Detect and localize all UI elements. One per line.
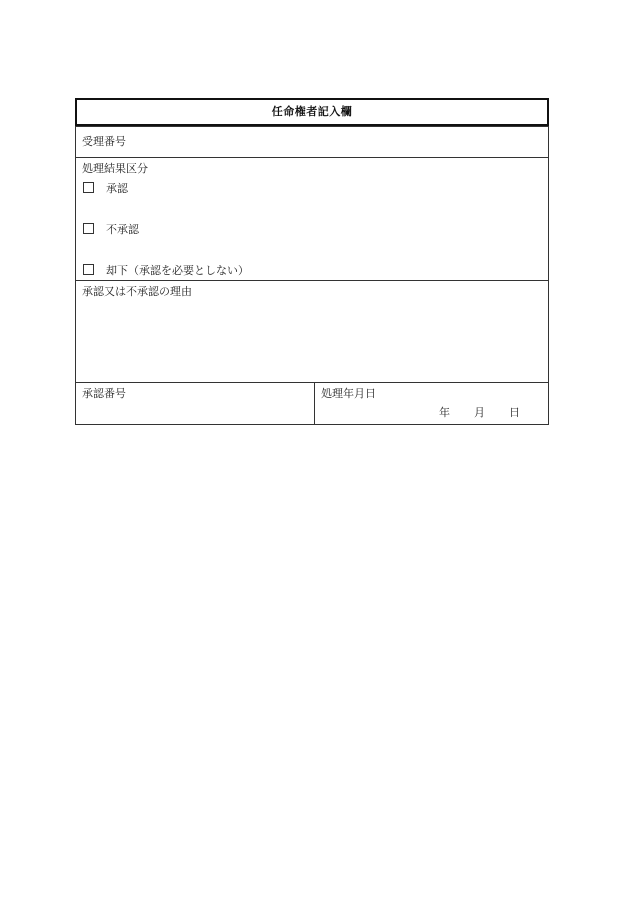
reason-label: 承認又は不承認の理由 (82, 285, 192, 298)
day-unit: 日 (509, 406, 520, 419)
option-not-approved[interactable] (82, 223, 139, 237)
month-unit: 月 (474, 406, 485, 419)
option-approved[interactable] (82, 182, 128, 196)
appointer-entry-form (75, 98, 549, 425)
processing-date-cell[interactable] (315, 383, 548, 424)
date-line (439, 406, 520, 420)
option-not-approved-label: 不承認 (106, 223, 139, 236)
checkbox-icon[interactable] (83, 182, 94, 193)
processing-result-label: 処理結果区分 (82, 162, 148, 175)
bottom-row (76, 382, 548, 424)
option-rejected-label: 却下（承認を必要としない） (106, 264, 249, 277)
processing-result-row (76, 157, 548, 280)
processing-date-label: 処理年月日 (321, 387, 376, 400)
approval-number-cell[interactable] (76, 383, 315, 424)
year-unit: 年 (439, 406, 450, 419)
reason-row[interactable] (76, 280, 548, 382)
option-approved-label: 承認 (106, 182, 128, 195)
receipt-number-label: 受理番号 (82, 135, 126, 148)
option-rejected[interactable] (82, 264, 249, 278)
checkbox-icon[interactable] (83, 223, 94, 234)
checkbox-icon[interactable] (83, 264, 94, 275)
receipt-number-row (76, 126, 548, 157)
form-title: 任命権者記入欄 (75, 98, 549, 126)
approval-number-label: 承認番号 (82, 387, 126, 400)
